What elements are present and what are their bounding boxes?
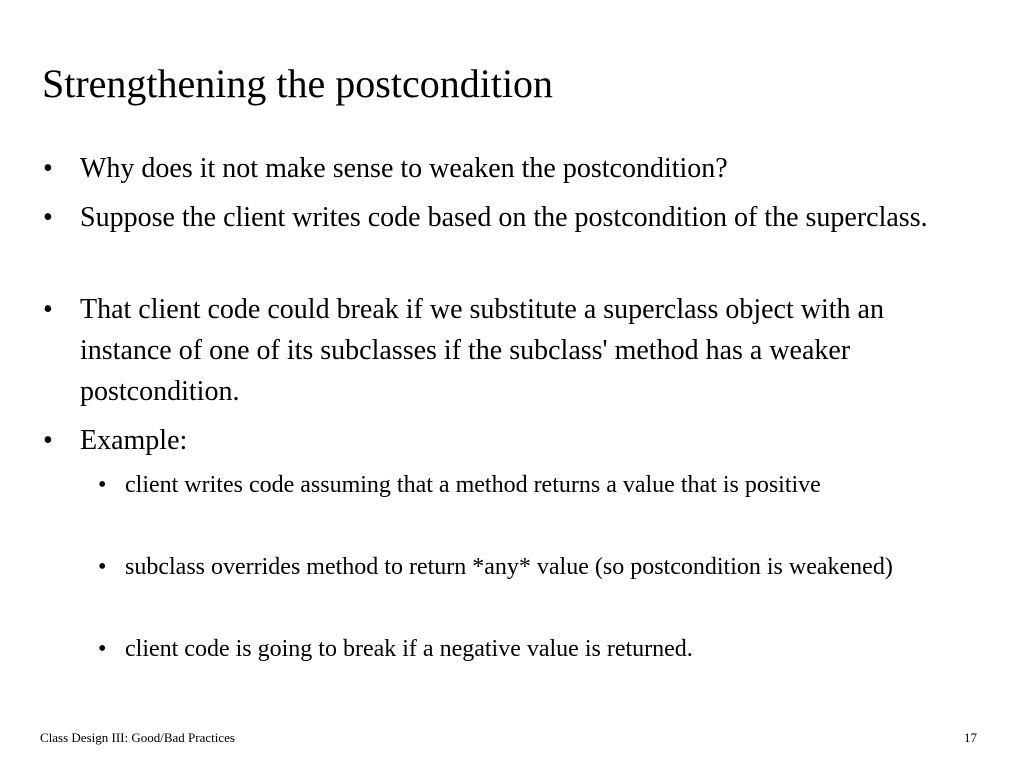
bullet-item xyxy=(43,148,983,189)
bullet-text: Example: xyxy=(80,425,188,456)
footer-page-number: 17 xyxy=(964,730,977,745)
footer-course-title: Class Design III: Good/Bad Practices xyxy=(40,730,235,745)
bullet-dot-icon: • xyxy=(43,202,53,233)
sub-bullet-item xyxy=(98,467,938,504)
bullet-text: Why does it not make sense to weaken the postcondition? xyxy=(80,153,728,184)
sub-bullet-item xyxy=(98,631,998,668)
bullet-dot-icon: • xyxy=(43,153,53,184)
bullet-text: Suppose the client writes code based on the postcondition of the superclass. xyxy=(80,202,928,233)
bullet-dot-icon: • xyxy=(98,472,107,498)
sub-bullet-text: client writes code assuming that a method returns a value that is positive xyxy=(125,472,821,498)
bullet-item xyxy=(43,197,973,238)
bullet-item xyxy=(43,289,961,412)
bullet-dot-icon: • xyxy=(98,636,107,662)
bullet-text: That client code could break if we substitute a superclass object with an instance of one of its subclasses if the subclass' method has a weaker postcondition. xyxy=(80,294,884,407)
bullet-dot-icon: • xyxy=(43,425,53,456)
sub-bullet-item xyxy=(98,549,993,586)
sub-bullet-text: client code is going to break if a negative value is returned. xyxy=(125,636,693,662)
bullet-dot-icon: • xyxy=(98,554,107,580)
sub-bullet-text: subclass overrides method to return *any* value (so postcondition is weakened) xyxy=(125,554,893,580)
bullet-item xyxy=(43,420,983,461)
bullet-dot-icon: • xyxy=(43,294,53,325)
slide-title: Strengthening the postcondition xyxy=(42,61,554,106)
